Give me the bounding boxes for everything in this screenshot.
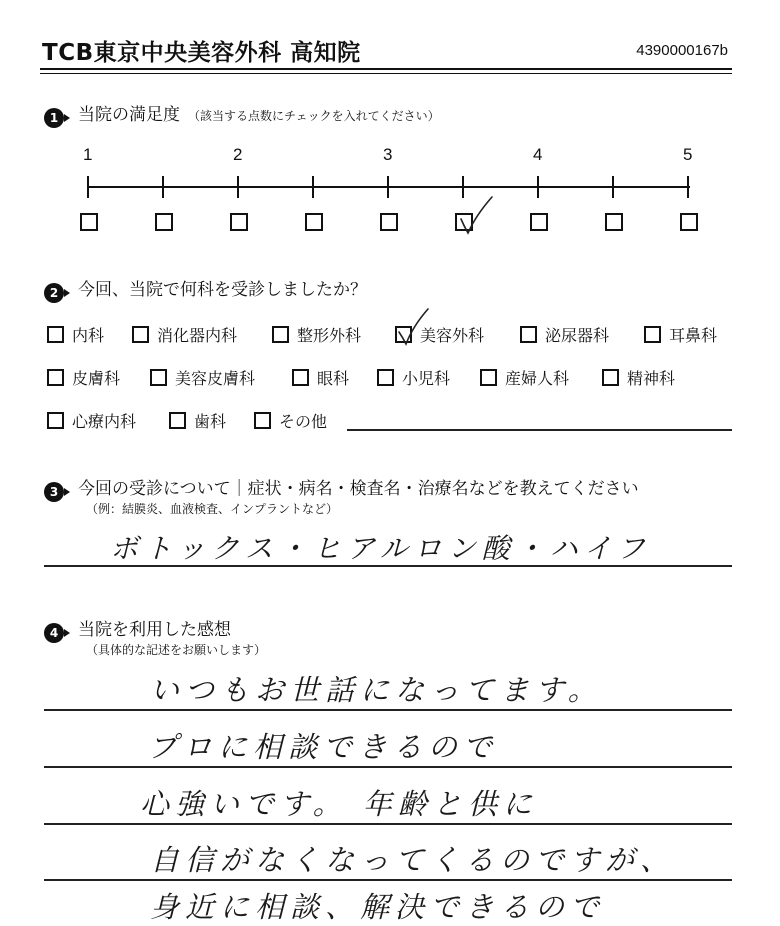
scale-tick [537, 176, 539, 198]
clinic-name: TCB東京中央美容外科 高知院 [42, 40, 361, 66]
q1-title: 当院の満足度 [78, 105, 180, 125]
scale-label-1: 1 [83, 145, 93, 164]
checkbox[interactable] [47, 326, 64, 343]
checkbox[interactable] [47, 369, 64, 386]
score-checkbox[interactable] [230, 213, 248, 231]
score-checkbox[interactable] [605, 213, 623, 231]
checkbox[interactable] [169, 412, 186, 429]
score-checkbox[interactable] [80, 213, 98, 231]
scale-tick [312, 176, 314, 198]
scale-label-5: 5 [683, 145, 693, 164]
checkbox[interactable] [602, 369, 619, 386]
checkbox[interactable] [47, 412, 64, 429]
q3-title: 今回の受診について｜症状・病名・検査名・治療名などを教えてください [78, 479, 639, 499]
q3-heading [44, 474, 639, 500]
q4-answer-line-4: 自信がなくなってくるのですが、 [150, 843, 676, 877]
dept-option-obgyn[interactable]: 産婦人科 [480, 366, 569, 389]
q3-answer-line[interactable] [44, 565, 732, 567]
q3-number-badge: 3 [44, 482, 64, 502]
checkbox[interactable] [377, 369, 394, 386]
q2-title: 今回、当院で何科を受診しましたか？ [78, 280, 367, 300]
q4-ruled-line[interactable] [44, 709, 732, 711]
q4-heading [44, 615, 231, 641]
scale-tick [237, 176, 239, 198]
dept-check-mark-icon [396, 306, 430, 346]
dept-option-pediatrics[interactable]: 小児科 [377, 366, 450, 389]
q4-ruled-line[interactable] [44, 823, 732, 825]
q2-number-badge: 2 [44, 283, 64, 303]
dept-option-ophthalmology[interactable]: 眼科 [292, 366, 349, 389]
dept-option-cosmetic-surgery[interactable]: 美容外科 [395, 323, 484, 346]
dept-option-ent[interactable]: 耳鼻科 [644, 323, 717, 346]
q4-ruled-line[interactable] [44, 766, 732, 768]
score-check-mark-icon [458, 193, 494, 235]
q1-heading [44, 100, 440, 126]
header-divider [40, 68, 732, 74]
q4-answer-line-2: プロに相談できるので [148, 730, 499, 764]
checkbox[interactable] [520, 326, 537, 343]
dept-option-dermatology[interactable]: 皮膚科 [47, 366, 120, 389]
dept-option-dental[interactable]: 歯科 [169, 409, 226, 432]
checkbox[interactable] [272, 326, 289, 343]
scale-label-3: 3 [383, 145, 393, 164]
scale-tick [87, 176, 89, 198]
score-checkbox[interactable] [380, 213, 398, 231]
satisfaction-scale-line [88, 186, 690, 188]
q4-answer-line-3: 心強いです。 年齢と供に [140, 787, 538, 821]
dept-option-cosmetic-dermatology[interactable]: 美容皮膚科 [150, 366, 255, 389]
dept-option-psychiatry[interactable]: 精神科 [602, 366, 675, 389]
score-checkbox[interactable] [155, 213, 173, 231]
q2-heading [44, 275, 367, 301]
checkbox[interactable] [132, 326, 149, 343]
scale-label-2: 2 [233, 145, 243, 164]
q3-hint: （例：結膜炎、血液検査、インプラントなど） [86, 502, 339, 516]
checkbox[interactable] [480, 369, 497, 386]
score-checkbox[interactable] [305, 213, 323, 231]
dept-option-psychosomatic[interactable]: 心療内科 [47, 409, 136, 432]
dept-option-orthopedic[interactable]: 整形外科 [272, 323, 361, 346]
dept-option-internal[interactable]: 内科 [47, 323, 104, 346]
dept-option-urology[interactable]: 泌尿器科 [520, 323, 609, 346]
scale-tick [387, 176, 389, 198]
scale-tick [162, 176, 164, 198]
q3-handwritten-answer: ボトックス・ヒアルロン酸・ハイフ [110, 532, 651, 565]
q1-number-badge: 1 [44, 108, 64, 128]
checkbox[interactable] [254, 412, 271, 429]
checkbox[interactable] [150, 369, 167, 386]
q4-number-badge: 4 [44, 623, 64, 643]
other-write-in-line[interactable] [347, 429, 732, 431]
q1-subtitle: （該当する点数にチェックを入れてください） [188, 109, 440, 123]
scale-tick [687, 176, 689, 198]
dept-option-other[interactable]: その他 [254, 409, 327, 432]
document-id: 4390000167b [636, 42, 728, 59]
checkbox[interactable] [644, 326, 661, 343]
q4-title: 当院を利用した感想 [78, 620, 231, 640]
q4-hint: （具体的な記述をお願いします） [86, 643, 267, 657]
score-checkbox[interactable] [530, 213, 548, 231]
dept-option-gastro[interactable]: 消化器内科 [132, 323, 237, 346]
q4-answer-line-1: いつもお世話になってます。 [150, 673, 603, 707]
q4-answer-line-5: 身近に相談、解決できるので [150, 890, 606, 924]
checkbox[interactable] [292, 369, 309, 386]
score-checkbox[interactable] [680, 213, 698, 231]
scale-tick [612, 176, 614, 198]
q4-ruled-line[interactable] [44, 879, 732, 881]
scale-label-4: 4 [533, 145, 543, 164]
